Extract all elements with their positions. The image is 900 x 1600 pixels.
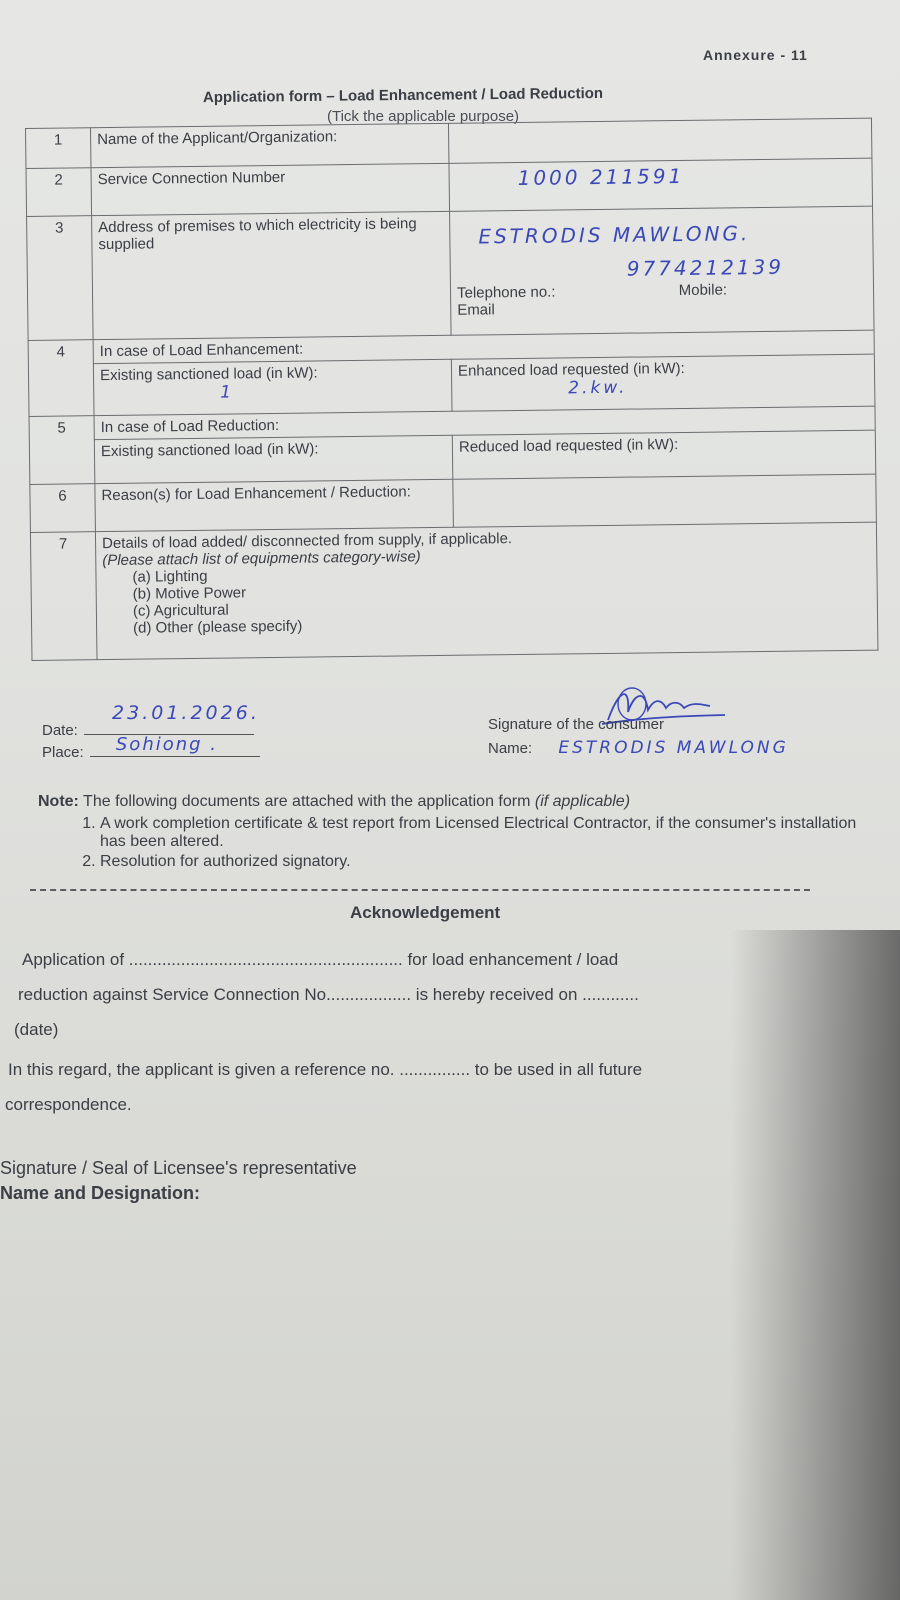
details-subtext: (Please attach list of equipments category-wise) — [102, 548, 421, 570]
address-label: Address of premises to which electricity is being supplied — [92, 211, 451, 339]
address-value: ESTRODIS MAWLONG. — [478, 221, 751, 249]
details-cell[interactable] — [95, 522, 878, 660]
annexure-label: Annexure - 11 — [703, 47, 808, 63]
category-item: (d) Other (please specify) — [133, 617, 303, 637]
form-subtitle: (Tick the applicable purpose) — [327, 108, 520, 125]
reason-field[interactable] — [453, 474, 877, 527]
category-item: (c) Agricultural — [132, 601, 229, 620]
place-field[interactable] — [90, 734, 260, 757]
note-section — [38, 793, 858, 873]
row-number: 5 — [29, 416, 95, 485]
applicant-name-label: Name of the Applicant/Organization: — [91, 123, 449, 167]
ack-line-2: reduction against Service Connection No.................. is hereby received on ............ — [18, 985, 639, 1004]
applicant-name-field[interactable] — [448, 118, 871, 163]
enhanced-load-value: 2.kw. — [568, 377, 628, 399]
existing-load-value: 1 — [220, 382, 235, 403]
telephone-label: Telephone no.: — [456, 283, 556, 302]
reason-label: Reason(s) for Load Enhancement / Reduction: — [95, 479, 454, 531]
row-number: 4 — [28, 340, 94, 417]
row-number: 3 — [27, 216, 94, 341]
ack-line-4: In this regard, the applicant is given a reference no. ............... to be used in all future — [8, 1060, 643, 1079]
name-label: Name: — [488, 740, 533, 757]
reduction-header: In case of Load Reduction: — [94, 406, 875, 440]
service-connection-value: 1000 211591 — [517, 163, 685, 190]
signature-label: Signature of the consumer — [488, 716, 664, 733]
table-row — [27, 206, 874, 340]
note-condition: (if applicable) — [534, 793, 631, 810]
note-item: 2. Resolution for authorized signatory. — [100, 853, 858, 871]
row-number: 1 — [26, 128, 91, 169]
place-label: Place: — [42, 744, 84, 761]
address-field[interactable] — [450, 206, 874, 335]
note-item: 1. A work completion certificate & test report from Licensed Electrical Contractor, if the consumer's installation has been altered. — [100, 815, 858, 851]
service-connection-label: Service Connection Number — [91, 163, 450, 215]
form-title: Application form – Load Enhancement / Load Reduction — [202, 84, 604, 107]
date-value: 23.01.2026. — [112, 702, 260, 724]
licensee-signature-label: Signature / Seal of Licensee's representative — [0, 1158, 357, 1178]
date-field[interactable] — [84, 702, 260, 735]
existing-load-label: Existing sanctioned load (in kW): — [99, 364, 318, 385]
reduced-load-label[interactable]: Reduced load requested (in kW): — [452, 430, 876, 479]
details-label: Details of load added/ disconnected from supply, if applicable. — [101, 530, 513, 553]
category-item: (a) Lighting — [132, 567, 208, 586]
name-designation-label: Name and Designation: — [0, 1183, 201, 1203]
enhanced-load-label: Enhanced load requested (in kW): — [457, 359, 685, 380]
ack-line-1: Application of .......................................................... for load enhancement / load — [22, 950, 619, 969]
existing-load-cell[interactable] — [93, 359, 452, 415]
row-number: 7 — [30, 532, 97, 661]
note-label: Note: — [38, 793, 79, 810]
table-row — [30, 522, 878, 660]
name-value: ESTRODIS MAWLONG — [558, 738, 789, 758]
enhanced-load-cell[interactable] — [451, 354, 875, 411]
email-label: Email — [457, 301, 495, 319]
category-item: (b) Motive Power — [132, 584, 247, 603]
enhancement-header: In case of Load Enhancement: — [93, 330, 874, 364]
existing-load-label-2[interactable]: Existing sanctioned load (in kW): — [94, 435, 453, 483]
mobile-value: 9774212139 — [626, 254, 785, 281]
dashed-divider — [30, 889, 810, 891]
row-number: 6 — [30, 484, 96, 533]
ack-line-3: (date) — [14, 1020, 59, 1039]
place-value: Sohiong . — [115, 734, 219, 755]
ack-line-5: correspondence. — [5, 1095, 132, 1114]
application-table — [25, 118, 878, 661]
service-connection-field[interactable] — [449, 158, 873, 211]
mobile-label: Mobile: — [678, 281, 728, 300]
row-number: 2 — [26, 168, 92, 217]
note-text: The following documents are attached with the application form — [83, 793, 531, 810]
photo-shadow — [730, 930, 900, 1600]
acknowledgement-title: Acknowledgement — [350, 903, 501, 922]
date-label: Date: — [42, 722, 78, 739]
